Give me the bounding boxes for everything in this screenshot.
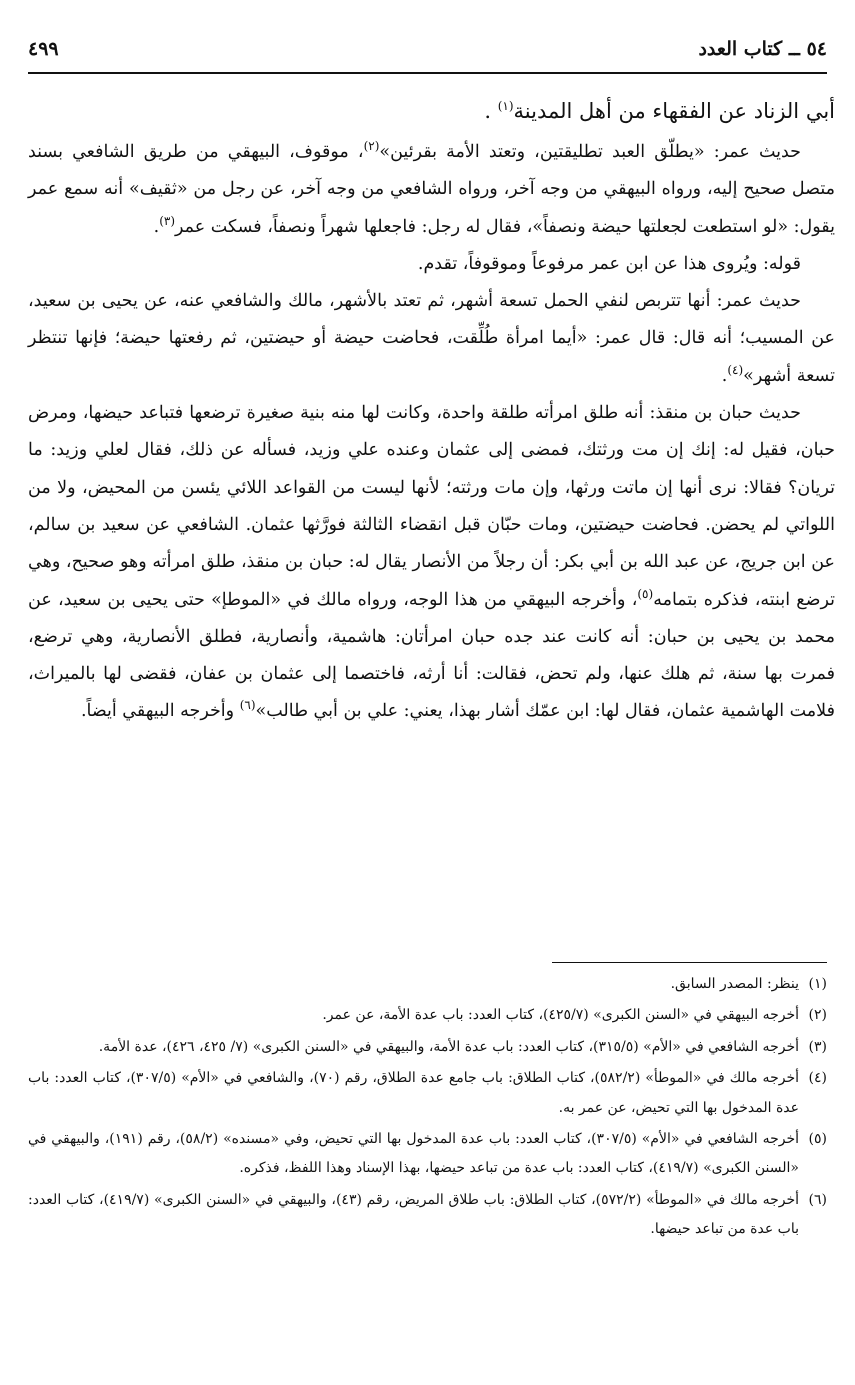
footnote-3: [28, 1033, 827, 1062]
text: .: [153, 216, 160, 237]
footnote-number: (٥): [808, 1131, 827, 1148]
footnote-marker: (٥): [637, 586, 654, 601]
footnote-text: ينظر: المصدر السابق.: [670, 976, 799, 992]
footnote-5: [28, 1125, 827, 1184]
text: .: [721, 365, 728, 386]
footnote-rule: [552, 962, 827, 963]
footnote-marker: (٢): [363, 139, 380, 154]
main-text: [28, 88, 835, 731]
footnote-number: (٣): [808, 1038, 827, 1055]
footnote-marker: (٦): [239, 698, 256, 713]
footnote-number: (٢): [808, 1007, 827, 1024]
text: أبي الزناد عن الفقهاء من أهل المدينة: [513, 99, 835, 123]
footnote-number: (١): [808, 976, 827, 992]
footnote-text: أخرجه مالك في «الموطأ» (٥٧٢/٢)، كتاب الطلاق: باب طلاق المريض، رقم (٤٣)، والبيهقي في «السنن الكبرى» (٤١٩/٧)، كتاب العدد: باب عدة من تباعد حيضها.: [28, 1191, 799, 1238]
header-rule: [28, 72, 827, 74]
footnote-text: أخرجه مالك في «الموطأ» (٥٨٢/٢)، كتاب الطلاق: باب جامع عدة الطلاق، رقم (٧٠)، والشافعي في «الأم» (٣٠٧/٥)، كتاب العدد: باب عدة المدخول بها التي تحيض، عن عمر به.: [28, 1070, 799, 1116]
footnote-text: أخرجه الشافعي في «الأم» (٣٠٧/٥)، كتاب العدد: باب عدة المدخول بها التي تحيض، وفي «مسنده» (٥٨/٢)، رقم (١٩١)، والبيهقي في «السنن الكبرى» (٤١٩/٧)، كتاب العدد: باب عدة من تباعد حيضها، بهذا الإسناد وهذا اللفظ، فذكره.: [28, 1131, 799, 1177]
page-number: ٤٩٩: [28, 38, 59, 60]
footnote-number: (٦): [808, 1191, 827, 1208]
paragraph-4: [28, 283, 835, 395]
chapter-title: ٥٤ ــ كتاب العدد: [698, 38, 827, 60]
footnote-1: [28, 970, 827, 999]
text: حديث حبان بن منقذ: أنه طلق امرأته طلقة واحدة، وكانت لها منه بنية صغيرة ترضعها فتباعد حيضها، ومرض حبان، فقيل له: إنك إن مت ورثتك، فمضى إلى عثمان وعنده علي وزيد، فسأله عن ذلك، فقال لعلي وزيد: ما تريان؟ فقالا: نرى أنها إن ماتت ورثها، وإن مات ورثته؛ لأنها ليست من القواعد اللائي يئسن من المحيض، ولا من اللواتي لم يحضن. فحاضت حيضتين، ومات حبّان قبل انقضاء الثالثة فورَّثها عثمان. الشافعي عن سعيد بن سالم، عن ابن جريج، عن عبد الله بن أبي بكر: أن رجلاً من الأنصار يقال له: حبان بن منقذ، طلق امرأته وهو صحيح، وهي ترضع ابنته، فذكره بتمامه: [28, 403, 835, 610]
footnote-6: [28, 1186, 827, 1245]
running-header: [28, 38, 827, 70]
text: قوله: ويُروى هذا عن ابن عمر مرفوعاً وموقوفاً، تقدم.: [417, 253, 801, 274]
paragraph-3: [28, 246, 835, 283]
footnote-number: (٤): [808, 1070, 827, 1087]
text: .: [484, 99, 498, 123]
footnote-2: [28, 1001, 827, 1030]
footnote-text: أخرجه الشافعي في «الأم» (٣١٥/٥)، كتاب العدد: باب عدة الأمة، والبيهقي في «السنن الكبرى» (٧/ ٤٢٥، ٤٢٦)، عدة الأمة.: [98, 1038, 799, 1055]
footnote-text: أخرجه البيهقي في «السنن الكبرى» (٤٢٥/٧)، كتاب العدد: باب عدة الأمة، عن عمر.: [322, 1007, 799, 1024]
footnote-marker: (٣): [159, 213, 176, 228]
paragraph-2: [28, 134, 835, 246]
footnote-marker: (٤): [727, 362, 744, 377]
paragraph-5: [28, 395, 835, 731]
paragraph-1: [28, 88, 835, 134]
text: حديث عمر: «يطلّق العبد تطليقتين، وتعتد الأمة بقرئين»: [379, 142, 801, 162]
footnote-marker: (١): [497, 99, 514, 113]
text: ، موقوف، البيهقي من طريق الشافعي بسند متصل صحيح إليه، ورواه البيهقي من وجه آخر، ورواه الشافعي من وجه آخر، عن رجل من «ثقيف» أنه سمع عمر يقول: «لو استطعت لجعلتها حيضة ونصفاً»، فقال له رجل: فاجعلها شهراً ونصفاً، فسكت عمر: [28, 142, 836, 237]
text: وأخرجه البيهقي أيضاً.: [80, 701, 240, 722]
text: حديث عمر: أنها تتربص لنفي الحمل تسعة أشهر، ثم تعتد بالأشهر، مالك والشافعي عنه، عن يحيى بن سعيد، عن المسيب؛ أنه قال: قال عمر: «أيما امرأة طُلِّقت، فحاضت حيضة أو حيضتين، ثم رفعتها حيضة؛ فإنها تنتظر تسعة أشهر»: [28, 291, 835, 386]
text: ، وأخرجه البيهقي من هذا الوجه، ورواه مالك في «الموطإ» حتى يحيى بن سعيد، عن محمد بن يحيى بن حبان: أنه كانت عند جده حبان امرأتان: هاشمية، وأنصارية، فطلق الأنصارية، وهي ترضع، فمرت بها سنة، ثم هلك عنها، ولم تحض، فقالت: أنا أرثه، فاختصما إلى عثمان بن عفان، فقضى لها بالميراث، فلامت الهاشمية عثمان، فقال لها: ابن عمّك أشار بهذا، يعني: علي بن أبي طالب»: [28, 589, 835, 722]
footnotes: [28, 970, 827, 1247]
footnote-4: [28, 1064, 827, 1123]
